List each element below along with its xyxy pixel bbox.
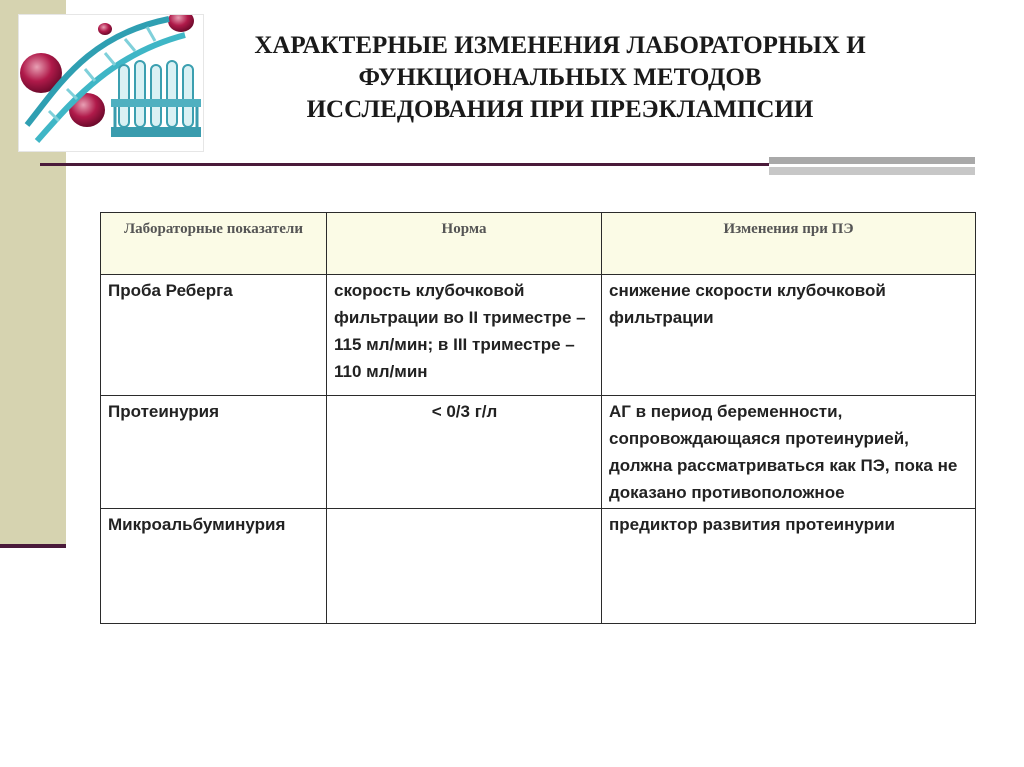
header-norm: Норма (327, 213, 602, 275)
table-row (101, 275, 976, 396)
header-changes: Изменения при ПЭ (602, 213, 976, 275)
norm-cell (327, 509, 602, 624)
title-line-2: ФУНКЦИОНАЛЬНЫХ МЕТОДОВ (358, 64, 762, 91)
change-cell: снижение скорости клубочковой фильтрации (602, 275, 976, 396)
title-line-3: ИССЛЕДОВАНИЯ ПРИ ПРЕЭКЛАМПСИИ (306, 96, 814, 123)
change-cell: предиктор развития протеинурии (602, 509, 976, 624)
title-divider (40, 163, 770, 166)
norm-cell: < 0/3 г/л (327, 396, 602, 509)
header-indicators: Лабораторные показатели (101, 213, 327, 275)
title-divider-accent (769, 157, 975, 177)
left-band-underline (0, 544, 66, 548)
change-cell: АГ в период беременности, сопровождающаяся протеинурией, должна рассматриваться как ПЭ, пока не доказано противоположное (602, 396, 976, 509)
table-row (101, 396, 976, 509)
norm-cell: скорость клубочковой фильтрации во II триместре –115 мл/мин; в III триместре – 110 мл/мин (327, 275, 602, 396)
table-row (101, 509, 976, 624)
table-header-row (101, 213, 976, 275)
indicator-cell: Микроальбуминурия (101, 509, 327, 624)
lab-indicators-table (100, 212, 976, 624)
title-line-1: ХАРАКТЕРНЫЕ ИЗМЕНЕНИЯ ЛАБОРАТОРНЫХ И (254, 32, 866, 59)
dna-and-test-tubes-icon (18, 14, 204, 152)
indicator-cell: Протеинурия (101, 396, 327, 509)
indicator-cell: Проба Реберга (101, 275, 327, 396)
slide-title (205, 30, 915, 126)
